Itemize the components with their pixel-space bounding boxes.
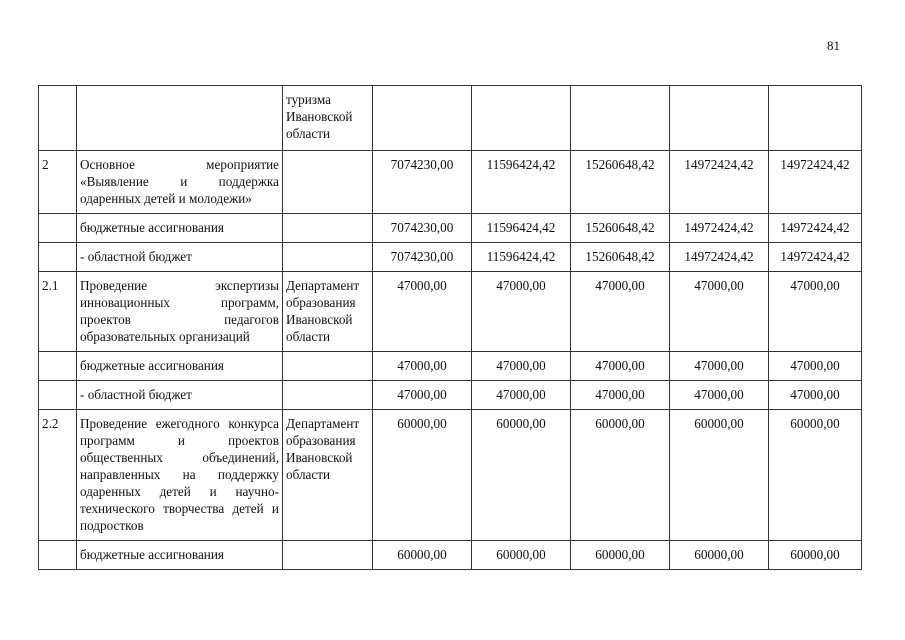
budget-table [38, 85, 862, 570]
activity-name-cell: бюджетные ассигнования [77, 214, 283, 243]
activity-name-cell: Проведение ежегодного конкурса программ и проектов общественных объединений, направленных на поддержку одаренных детей и научно-технического творчества детей и подростков [77, 410, 283, 541]
amount-cell-year-3: 47000,00 [571, 381, 670, 410]
amount-cell-year-4 [670, 86, 769, 151]
amount-cell-year-4: 14972424,42 [670, 151, 769, 214]
table-row [39, 352, 862, 381]
row-number-cell [39, 352, 77, 381]
table-row [39, 243, 862, 272]
executor-cell [283, 243, 373, 272]
activity-name-cell: Основное мероприятие «Выявление и поддержка одаренных детей и молодежи» [77, 151, 283, 214]
amount-cell-year-2: 11596424,42 [472, 243, 571, 272]
page-number: 81 [827, 38, 840, 53]
amount-cell-year-1: 60000,00 [373, 541, 472, 570]
table-row [39, 151, 862, 214]
amount-cell-year-5: 47000,00 [769, 381, 862, 410]
amount-cell-year-4: 14972424,42 [670, 214, 769, 243]
amount-cell-year-2: 60000,00 [472, 541, 571, 570]
amount-cell-year-2: 60000,00 [472, 410, 571, 541]
amount-cell-year-5: 14972424,42 [769, 243, 862, 272]
amount-cell-year-1: 7074230,00 [373, 243, 472, 272]
amount-cell-year-5: 14972424,42 [769, 214, 862, 243]
amount-cell-year-2: 11596424,42 [472, 151, 571, 214]
executor-cell: Департамент образования Ивановской области [283, 410, 373, 541]
row-number-cell [39, 214, 77, 243]
amount-cell-year-5 [769, 86, 862, 151]
table-row [39, 410, 862, 541]
table-row [39, 214, 862, 243]
amount-cell-year-1: 47000,00 [373, 272, 472, 352]
amount-cell-year-2 [472, 86, 571, 151]
row-number-cell: 2 [39, 151, 77, 214]
amount-cell-year-4: 14972424,42 [670, 243, 769, 272]
amount-cell-year-3: 15260648,42 [571, 214, 670, 243]
executor-cell [283, 352, 373, 381]
amount-cell-year-4: 47000,00 [670, 381, 769, 410]
amount-cell-year-3: 60000,00 [571, 410, 670, 541]
amount-cell-year-4: 47000,00 [670, 272, 769, 352]
amount-cell-year-3: 47000,00 [571, 352, 670, 381]
amount-cell-year-1 [373, 86, 472, 151]
row-number-cell [39, 381, 77, 410]
amount-cell-year-2: 11596424,42 [472, 214, 571, 243]
activity-name-cell: - областной бюджет [77, 381, 283, 410]
executor-cell: Департамент образования Ивановской области [283, 272, 373, 352]
amount-cell-year-3: 15260648,42 [571, 151, 670, 214]
activity-name-cell: Проведение экспертизы инновационных программ, проектов педагогов образовательных организаций [77, 272, 283, 352]
executor-cell [283, 381, 373, 410]
amount-cell-year-5: 47000,00 [769, 272, 862, 352]
amount-cell-year-3: 15260648,42 [571, 243, 670, 272]
table-row [39, 381, 862, 410]
amount-cell-year-1: 47000,00 [373, 352, 472, 381]
row-number-cell [39, 243, 77, 272]
amount-cell-year-1: 60000,00 [373, 410, 472, 541]
executor-cell: туризма Ивановской области [283, 86, 373, 151]
table-row [39, 86, 862, 151]
activity-name-cell: бюджетные ассигнования [77, 352, 283, 381]
activity-name-cell [77, 86, 283, 151]
amount-cell-year-2: 47000,00 [472, 352, 571, 381]
row-number-cell [39, 86, 77, 151]
amount-cell-year-3: 60000,00 [571, 541, 670, 570]
executor-cell [283, 541, 373, 570]
activity-name-cell: - областной бюджет [77, 243, 283, 272]
amount-cell-year-1: 47000,00 [373, 381, 472, 410]
amount-cell-year-2: 47000,00 [472, 272, 571, 352]
amount-cell-year-4: 60000,00 [670, 410, 769, 541]
executor-cell [283, 151, 373, 214]
activity-name-cell: бюджетные ассигнования [77, 541, 283, 570]
amount-cell-year-5: 60000,00 [769, 541, 862, 570]
amount-cell-year-3 [571, 86, 670, 151]
amount-cell-year-1: 7074230,00 [373, 151, 472, 214]
row-number-cell [39, 541, 77, 570]
amount-cell-year-4: 60000,00 [670, 541, 769, 570]
amount-cell-year-2: 47000,00 [472, 381, 571, 410]
amount-cell-year-3: 47000,00 [571, 272, 670, 352]
amount-cell-year-5: 60000,00 [769, 410, 862, 541]
amount-cell-year-5: 14972424,42 [769, 151, 862, 214]
amount-cell-year-4: 47000,00 [670, 352, 769, 381]
table-row [39, 541, 862, 570]
table-row [39, 272, 862, 352]
row-number-cell: 2.2 [39, 410, 77, 541]
row-number-cell: 2.1 [39, 272, 77, 352]
amount-cell-year-1: 7074230,00 [373, 214, 472, 243]
executor-cell [283, 214, 373, 243]
amount-cell-year-5: 47000,00 [769, 352, 862, 381]
